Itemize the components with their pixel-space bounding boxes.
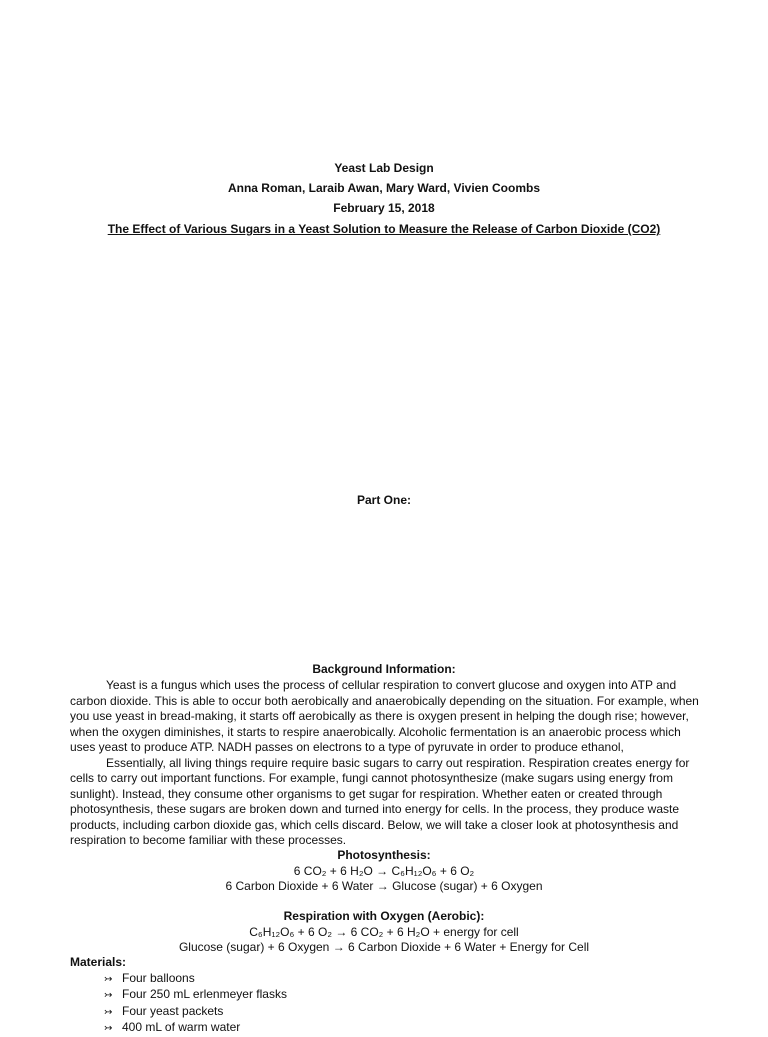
document-date: February 15, 2018 — [333, 201, 435, 215]
authors-line: Anna Roman, Laraib Awan, Mary Ward, Vivien Coombs — [227, 181, 541, 195]
document-subtitle: The Effect of Various Sugars in a Yeast Solution to Measure the Release of Carbon Dioxide (CO2) — [107, 222, 661, 236]
materials-heading: Materials: — [70, 955, 127, 969]
list-item — [104, 1004, 706, 1021]
arrow-bullet-icon: ↣ — [104, 1006, 113, 1018]
arrow-bullet-icon: ↣ — [104, 990, 113, 1001]
material-label: Four 250 mL erlenmeyer flasks — [122, 987, 287, 1001]
respiration-heading: Respiration with Oxygen (Aerobic): — [283, 909, 485, 923]
background-paragraph-1: Yeast is a fungus which uses the process of cellular respiration to convert glucose and oxygen into ATP and carbon dioxide. This is able to occur both aerobically and anaerobically depending on the situation. For example, when you use yeast in bread-making, it starts off aerobically as there is oxygen present in helping the dough rise; however, when the oxygen diminishes, it starts to respire anaerobically. Alcoholic fermentation is an anaerobic process which uses yeast to produce ATP. NADH passes on electrons to a type of pyruvate in order to produce ethanol, — [70, 678, 699, 754]
part-one-heading: Part One: — [356, 493, 411, 507]
document-title: Yeast Lab Design — [334, 161, 434, 175]
materials-section — [70, 955, 706, 1037]
photosynthesis-formula: 6 CO₂ + 6 H₂O → C₆H₁₂O₆ + 6 O₂ — [293, 863, 475, 878]
photosynthesis-words: 6 Carbon Dioxide + 6 Water → Glucose (sugar) + 6 Oxygen — [225, 879, 543, 893]
photosynthesis-section — [0, 848, 768, 895]
respiration-section — [0, 909, 768, 956]
arrow-bullet-icon: ↣ — [104, 973, 113, 985]
material-label: 400 mL of warm water — [122, 1020, 241, 1034]
list-item — [104, 987, 706, 1004]
arrow-bullet-icon: ↣ — [104, 1023, 113, 1034]
background-paragraph-2: Essentially, all living things require require basic sugars to carry out respiration. Respiration creates energy for cells to carry out important functions. For example, fungi cannot photosynthesize (make sugars using energy from sunlight). Instead, they consume other organisms to get sugar for respiration. Whether eaten or created through photosynthesis, these sugars are broken down and turned into energy for cells. In the process, they produce waste products, including carbon dioxide gas, which cells discard. Below, we will take a closer look at photosynthesis and respiration to become familiar with these processes. — [70, 755, 690, 847]
respiration-words: Glucose (sugar) + 6 Oxygen → 6 Carbon Dioxide + 6 Water + Energy for Cell — [178, 940, 590, 954]
background-body — [70, 678, 706, 849]
material-label: Four yeast packets — [122, 1003, 224, 1018]
list-item — [104, 971, 706, 988]
list-item — [104, 1020, 706, 1037]
materials-list — [70, 971, 706, 1037]
material-label: Four balloons — [122, 970, 195, 985]
background-heading: Background Information: — [312, 662, 456, 676]
photosynthesis-heading: Photosynthesis: — [337, 848, 431, 862]
respiration-formula: C₆H₁₂O₆ + 6 O₂ → 6 CO₂ + 6 H₂O + energy for cell — [249, 924, 519, 939]
